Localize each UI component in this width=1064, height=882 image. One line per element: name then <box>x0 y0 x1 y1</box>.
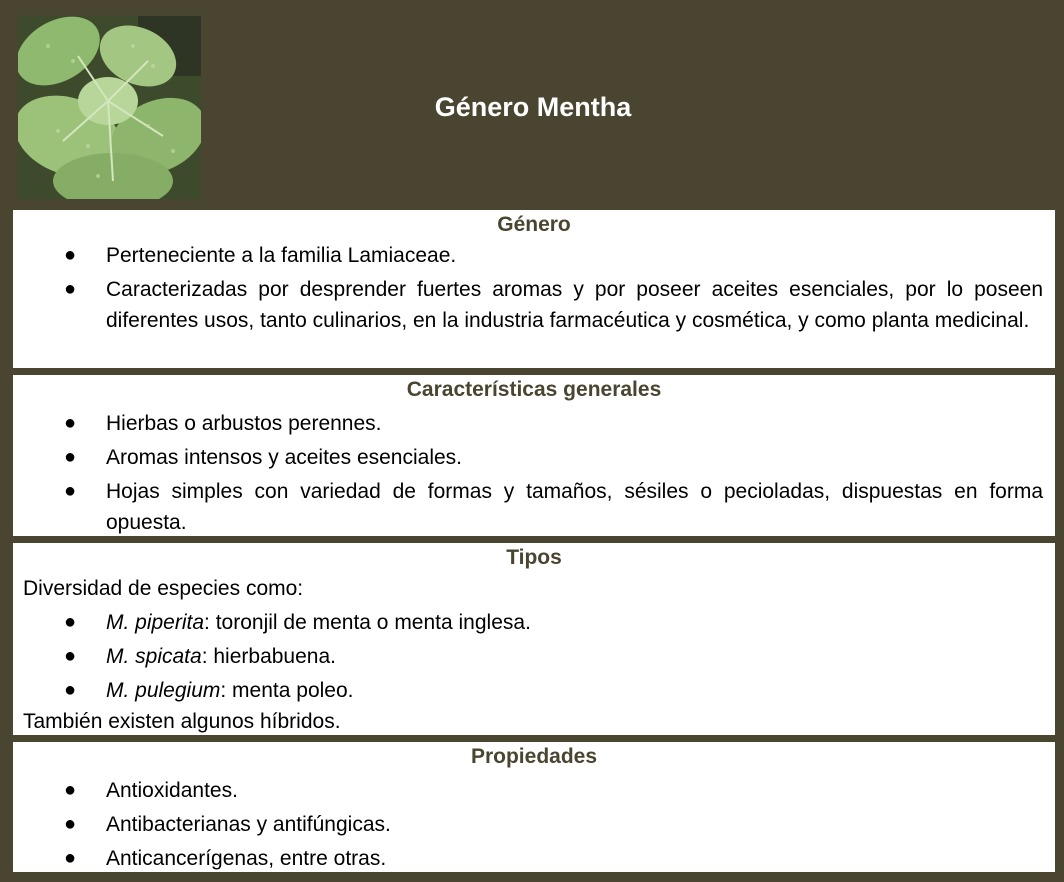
bullet-icon: ● <box>63 779 77 801</box>
section-heading: Tipos <box>506 546 562 569</box>
mint-leaves-icon <box>18 16 201 199</box>
section-propiedades <box>13 742 1055 872</box>
section-tipos <box>13 543 1055 735</box>
list-item: ● Hojas simples con variedad de formas y tamaños, sésiles o pecioladas, dispuestas en forma opuesta. <box>13 476 1055 538</box>
bullet-icon: ● <box>63 679 77 701</box>
bullet-icon: ● <box>63 813 77 835</box>
list-item: ● Hierbas o arbustos perennes. <box>13 408 1055 439</box>
section-heading: Propiedades <box>470 745 598 768</box>
page-title: Género Mentha <box>434 92 632 122</box>
list-item: ● M. spicata: hierbabuena. <box>13 641 1055 672</box>
list-item: ● Perteneciente a la familia Lamiaceae. <box>13 240 1055 271</box>
section-heading: Características generales <box>406 378 662 401</box>
bullet-icon: ● <box>63 446 77 468</box>
list-item: ● M. pulegium: menta poleo. <box>13 675 1055 706</box>
bullet-icon: ● <box>63 611 77 633</box>
section-genero <box>13 210 1055 368</box>
list-item: ● Antioxidantes. <box>13 775 1055 806</box>
bullet-icon: ● <box>63 412 77 434</box>
list-item: ● Aromas intensos y aceites esenciales. <box>13 442 1055 473</box>
species-name: M. piperita <box>106 611 205 634</box>
intro-text: Diversidad de especies como: <box>23 577 304 600</box>
bullet-icon: ● <box>63 847 77 869</box>
species-name: M. spicata <box>106 645 202 668</box>
list-item: ● M. piperita: toronjil de menta o menta inglesa. <box>13 607 1055 638</box>
list-item: ● Anticancerígenas, entre otras. <box>13 843 1055 874</box>
section-heading: Género <box>497 213 571 236</box>
bullet-icon: ● <box>63 278 77 300</box>
outro-text: También existen algunos híbridos. <box>23 710 341 733</box>
species-name: M. pulegium <box>106 679 221 702</box>
bullet-icon: ● <box>63 480 77 502</box>
list-item: ● Antibacterianas y antifúngicas. <box>13 809 1055 840</box>
bullet-icon: ● <box>63 645 77 667</box>
mint-photo <box>18 16 201 199</box>
bullet-icon: ● <box>63 244 77 266</box>
section-caracteristicas <box>13 375 1055 536</box>
list-item: ● Caracterizadas por desprender fuertes aromas y por poseer aceites esenciales, por lo poseen diferentes usos, tanto culinarios, en la industria farmacéutica y cosmética, y como planta medicinal. <box>13 274 1055 336</box>
